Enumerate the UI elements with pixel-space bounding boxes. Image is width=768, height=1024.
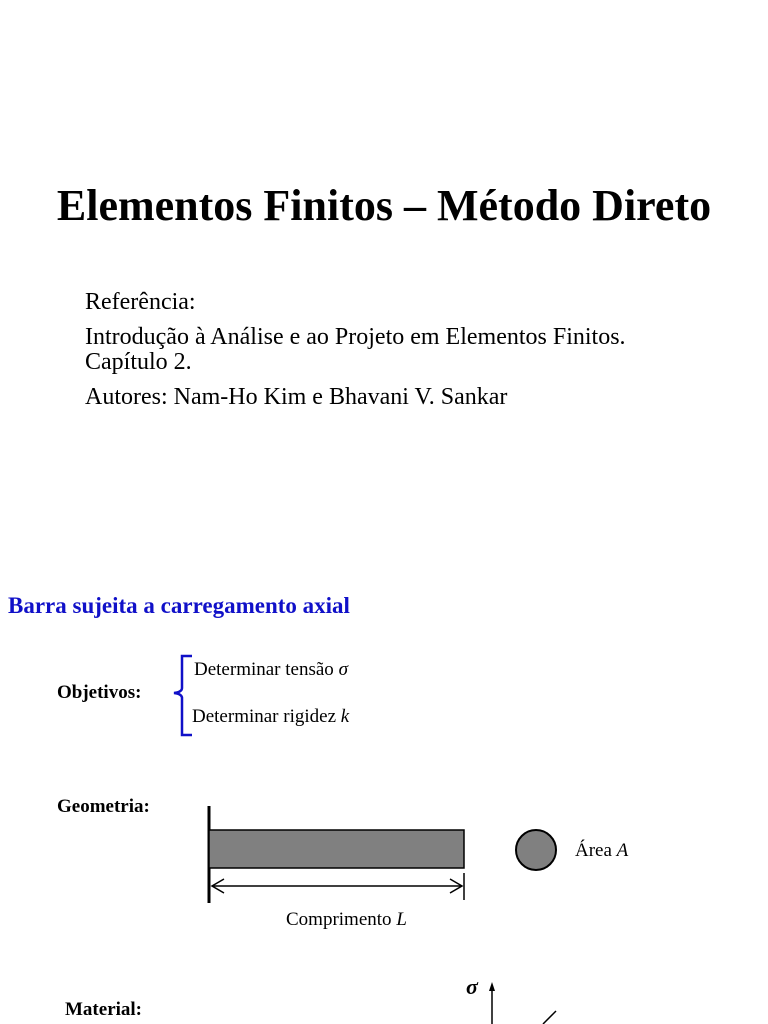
reference-chapter: Capítulo 2. — [85, 349, 192, 375]
geometry-label: Geometria: — [57, 796, 150, 817]
reference-authors: Autores: Nam-Ho Kim e Bhavani V. Sankar — [85, 384, 508, 410]
objectives-label: Objetivos: — [57, 682, 142, 703]
length-label — [286, 909, 407, 931]
bar-rectangle — [209, 830, 464, 868]
objective-stress — [194, 659, 348, 681]
section-heading: Barra sujeita a carregamento axial — [8, 593, 350, 618]
stress-axis-label: σ — [466, 974, 478, 999]
objective-stress-text: Determinar tensão — [194, 659, 339, 680]
objectives-brace — [174, 656, 192, 735]
sigma-symbol: σ — [338, 659, 348, 680]
objective-stiffness — [192, 706, 349, 728]
stress-strain-curve — [543, 1011, 556, 1024]
area-symbol: A — [616, 840, 629, 861]
stress-axis-arrowhead-icon — [489, 982, 495, 991]
page-title: Elementos Finitos – Método Direto — [56, 181, 712, 230]
area-label — [575, 840, 628, 862]
length-label-text: Comprimento — [286, 909, 397, 930]
length-symbol: L — [396, 909, 407, 930]
cross-section-circle — [516, 830, 556, 870]
reference-book-title: Introdução à Análise e ao Projeto em Elementos Finitos. — [85, 324, 626, 350]
objective-stiffness-text: Determinar rigidez — [192, 706, 341, 727]
area-label-text: Área — [575, 840, 617, 861]
k-symbol: k — [340, 706, 350, 727]
material-label: Material: — [65, 999, 143, 1020]
reference-label: Referência: — [85, 289, 196, 315]
